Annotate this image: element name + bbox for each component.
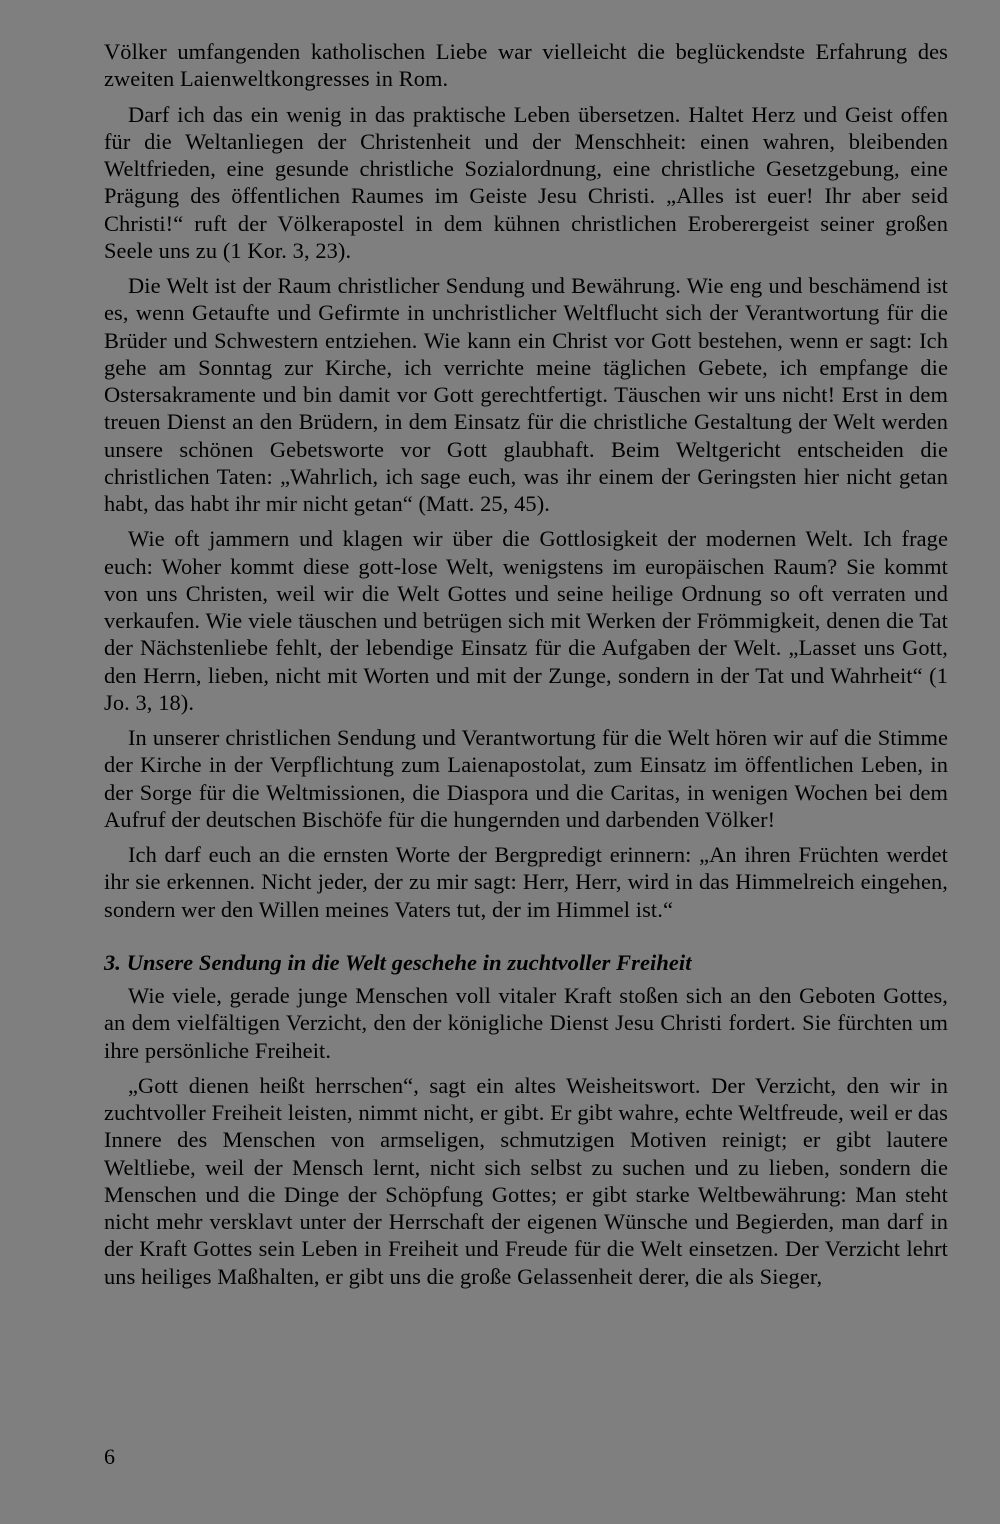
page-body bbox=[104, 38, 948, 1290]
page-number: 6 bbox=[104, 1444, 115, 1469]
section-heading: 3. Unsere Sendung in die Welt geschehe in zuchtvoller Freiheit bbox=[104, 949, 692, 975]
paragraph-6: Ich darf euch an die ernsten Worte der Bergpredigt erinnern: „An ihren Früchten werdet ihr sie erkennen. Nicht jeder, der zu mir sagt: Herr, Herr, wird in das Himmelreich eingehen, sondern wer den Willen meines Vaters tut, der im Himmel ist.“ bbox=[104, 842, 948, 922]
paragraph-8: „Gott dienen heißt herrschen“, sagt ein altes Weisheitswort. Der Verzicht, den wir in zuchtvoller Freiheit leisten, nimmt nicht, er gibt. Er gibt wahre, echte Weltfreude, weil er das Innere des Menschen von armseligen, schmutzigen Motiven reinigt; er gibt lautere Weltliebe, weil der Mensch lernt, nicht sich selbst zu suchen und zu lieben, sondern die Menschen und die Dinge der Schöpfung Gottes; er gibt starke Weltbewährung: Man steht nicht mehr versklavt unter der Herrschaft der eigenen Wünsche und Begierden, man darf in der Kraft Gottes sein Leben in Freiheit und Freude für die Welt einsetzen. Der Verzicht lehrt uns heiliges Maßhalten, er gibt uns die große Gelassenheit derer, die als Sieger, bbox=[104, 1072, 948, 1289]
paragraph-2: Darf ich das ein wenig in das praktische Leben übersetzen. Haltet Herz und Geist offen für die Weltanliegen der Christenheit und der Menschheit: einen wahren, bleibenden Weltfrieden, eine gesunde christliche Sozialordnung, eine christliche Gesetzgebung, eine Prägung des öffentlichen Raumes im Geiste Jesu Christi. „Alles ist euer! Ihr aber seid Christi!“ ruft der Völkerapostel in dem kühnen christlichen Eroberergeist seiner großen Seele uns zu (1 Kor. 3, 23). bbox=[104, 101, 948, 263]
paragraph-3: Die Welt ist der Raum christlicher Sendung und Bewährung. Wie eng und beschämend ist es, wenn Getaufte und Gefirmte in unchristlicher Weltflucht sich der Verantwortung für die Brüder und Schwestern entziehen. Wie kann ein Christ vor Gott bestehen, wenn er sagt: Ich gehe am Sonntag zur Kirche, ich verrichte meine täglichen Gebete, ich empfange die Ostersakramente und bin damit vor Gott gerechtfertigt. Täuschen wir uns nicht! Erst in dem treuen Dienst an den Brüdern, in dem Einsatz für die christliche Gestaltung der Welt werden unsere schönen Gebetsworte vor Gott glaubhaft. Beim Weltgericht entscheiden die christlichen Taten: „Wahrlich, ich sage euch, was ihr einem der Geringsten hier nicht getan habt, das habt ihr mir nicht getan“ (Matt. 25, 45). bbox=[104, 273, 948, 516]
paragraph-1: Völker umfangenden katholischen Liebe war vielleicht die beglückendste Erfahrung des zweiten Laienweltkongresses in Rom. bbox=[104, 39, 948, 92]
paragraph-4: Wie oft jammern und klagen wir über die Gottlosigkeit der modernen Welt. Ich frage euch: Woher kommt diese gott-lose Welt, wenigstens im europäischen Raum? Sie kommt von uns Christen, weil wir die Welt Gottes und seine heilige Ordnung so oft verraten und verkaufen. Wie viele täuschen und betrügen sich mit Werken der Frömmigkeit, denen die Tat der Nächstenliebe fehlt, der lebendige Einsatz für die Aufgaben der Welt. „Lasset uns Gott, den Herrn, lieben, nicht mit Worten und mit der Zunge, sondern in der Tat und Wahrheit“ (1 Jo. 3, 18). bbox=[104, 526, 948, 715]
paragraph-5: In unserer christlichen Sendung und Verantwortung für die Welt hören wir auf die Stimme der Kirche in der Verpflichtung zum Laienapostolat, zum Einsatz im öffentlichen Leben, in der Sorge für die Weltmissionen, die Diaspora und die Caritas, in wenigen Wochen bei dem Aufruf der deutschen Bischöfe für die hungernden und darbenden Völker! bbox=[104, 725, 948, 832]
paragraph-7: Wie viele, gerade junge Menschen voll vitaler Kraft stoßen sich an den Geboten Gottes, an dem vielfältigen Verzicht, den der königliche Dienst Jesu Christi fordert. Sie fürchten um ihre persönliche Freiheit. bbox=[104, 983, 948, 1063]
